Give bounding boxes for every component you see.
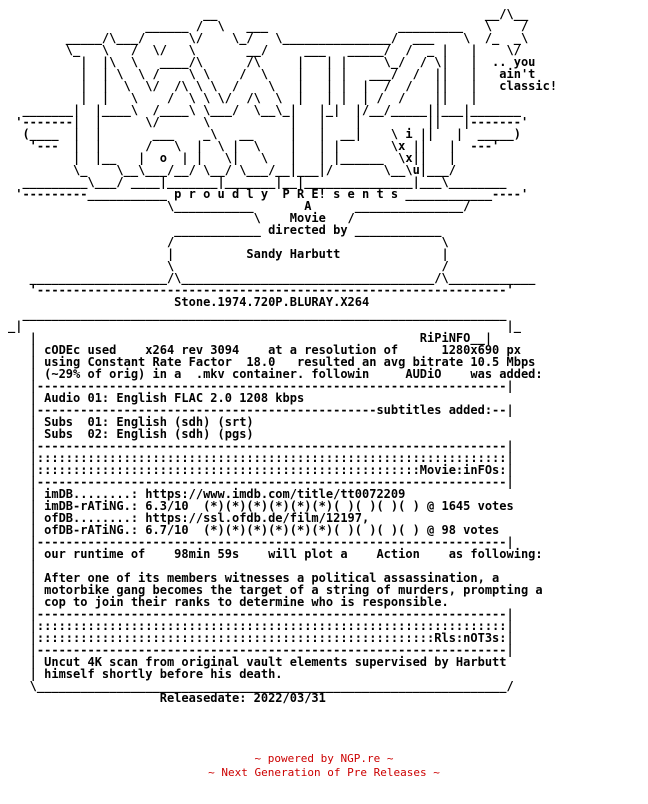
nfo-line: |-----------------------------------------------------------------|	[29, 535, 514, 549]
nfo-line: |-----------------------------------------------------------------|	[29, 643, 514, 657]
nfo-line: _________\___/ ____|_______|_______|__|_______________|___\________	[22, 175, 507, 189]
nfo-line: _____/\___/ \/ \_/ \_______________/ ___ \ /_ _\	[65, 31, 529, 45]
nfo-line: | imDB-rATiNG.: 6.3/10 (*)(*)(*)(*)(*)(*)( )( )( )( ) @ 1645 votes	[29, 499, 514, 513]
nfo-line: |-----------------------------------------------------------------|	[29, 439, 514, 453]
nfo-line: | imDB........: https://www.imdb.com/title/tt0072209	[29, 487, 406, 501]
nfo-line: | himself shortly before his death.	[29, 667, 283, 681]
nfo-line: | (~29% of orig) in a .mkv container. followin AUDiO was added:	[29, 367, 543, 381]
nfo-line: \_ \ / \/ \ __/ ___ _____/ / _ | | \/	[65, 43, 521, 57]
nfo-line: ____________ directed by ____________	[174, 223, 442, 237]
nfo-line: \___________ A _______________/	[166, 199, 471, 213]
nfo-line: | Audio 01: English FLAC 2.0 1208 kbps	[29, 391, 305, 405]
nfo-line: __ __/\__	[203, 7, 529, 21]
nfo-line: | |\ \ ____/\ /\ | | | \_/ / \| | .. you	[80, 55, 536, 69]
nfo-line: ___________________________________________________________________	[22, 307, 507, 321]
nfo-line: | motorbike gang becomes the target of a string of murders, prompting a	[29, 583, 543, 597]
nfo-line: / \	[166, 235, 449, 249]
nfo-line: | cODEc used x264 rev 3094 at a resolution of 1280x690 px	[29, 343, 521, 357]
nfo-line: _______| |____\ /____\ \___/ \__\_| |_| |/__/_____||___|_______	[22, 103, 521, 117]
nfo-line: | After one of its members witnesses a political assassination, a	[29, 571, 500, 585]
nfo-line: |-----------------------------------------------------------------|	[29, 379, 514, 393]
nfo-line: | Subs 01: English (sdh) (srt)	[29, 415, 254, 429]
nfo-line: |:::::::::::::::::::::::::::::::::::::::::::::::::::::::::::::::::|	[29, 619, 514, 633]
nfo-line: \ /	[166, 259, 449, 273]
nfo-line: '---------___________ p r o u d l y P R E! s e n t s ____________----'	[15, 187, 529, 201]
nfo-line: | | \ \/ /\ \ \ / \ | | | | / / || | classic!	[80, 79, 558, 93]
nfo-line: | cop to join their ranks to determine who is responsible.	[29, 595, 449, 609]
footer	[0, 752, 648, 780]
nfo-line: ___________________/\___________________________________/\____________	[29, 271, 536, 285]
footer-powered-by: ~ powered by NGP.re ~	[254, 752, 394, 765]
nfo-line: | | \ / \ \ \/ /\ \ | | | | / / || |	[80, 91, 478, 105]
nfo-line: _| |_	[8, 319, 521, 333]
nfo-ascii-art	[8, 8, 557, 704]
nfo-line: |:::::::::::::::::::::::::::::::::::::::::::::::::::::Movie:inFOs:|	[29, 463, 514, 477]
nfo-line: |-----------------------------------------------------------------|	[29, 607, 514, 621]
nfo-line: | using Constant Rate Factor 18.0 resulted an avg bitrate 10.5 Mbps	[29, 355, 536, 369]
nfo-line: |-----------------------------------------------------------------|	[29, 475, 514, 489]
nfo-line: '-----------------------------------------------------------------'	[29, 283, 514, 297]
nfo-line: | ofDB........: https://ssl.ofdb.de/film/12197,	[29, 511, 370, 525]
nfo-line: |-----------------------------------------------subtitles added:--|	[29, 403, 514, 417]
nfo-line: '--- | | / \ | \ | \ | | | \x || | ---'	[29, 139, 500, 153]
nfo-line: Releasedate: 2022/03/31	[159, 691, 326, 705]
nfo-line: ______ / \ ___ _________ \ /	[145, 19, 529, 33]
nfo-line: | ofDB-rATiNG.: 6.7/10 (*)(*)(*)(*)(*)(*)( )( )( )( ) @ 98 votes	[29, 523, 500, 537]
nfo-line: | Subs 02: English (sdh) (pgs)	[29, 427, 254, 441]
nfo-line: (____ | | ___ _\ __ | | __| \ i || | _____)	[22, 127, 521, 141]
nfo-line: | Uncut 4K scan from original vault elements supervised by Harbutt	[29, 655, 507, 669]
nfo-line: |:::::::::::::::::::::::::::::::::::::::::::::::::::::::::::::::::|	[29, 451, 514, 465]
nfo-line: \ Movie /	[253, 211, 355, 225]
nfo-line: | our runtime of 98min 59s will plot a Action as following:	[29, 547, 543, 561]
nfo-line: | Sandy Harbutt |	[166, 247, 449, 261]
nfo-line: | | \ \ / \ \ / \ | | | ___/ / || | ain't	[80, 67, 536, 81]
nfo-line: \_ \__\___/__/ \__/ \___/__|___|/ \__\u|___/	[73, 163, 456, 177]
nfo-line: Stone.1974.720P.BLURAY.X264	[174, 295, 370, 309]
nfo-line: |:::::::::::::::::::::::::::::::::::::::::::::::::::::::Rls:nOT3s:|	[29, 631, 514, 645]
nfo-line: '-------| | \/ \ | | | || |-------'	[15, 115, 529, 129]
nfo-line: | RiPiNFO__|	[29, 331, 493, 345]
nfo-line: |	[29, 559, 37, 573]
nfo-line: \_________________________________________________________________/	[29, 679, 514, 693]
footer-tagline: ~ Next Generation of Pre Releases ~	[208, 766, 440, 779]
nfo-line: | |__ | o | | \| \ | | |______ \x|| |	[73, 151, 456, 165]
